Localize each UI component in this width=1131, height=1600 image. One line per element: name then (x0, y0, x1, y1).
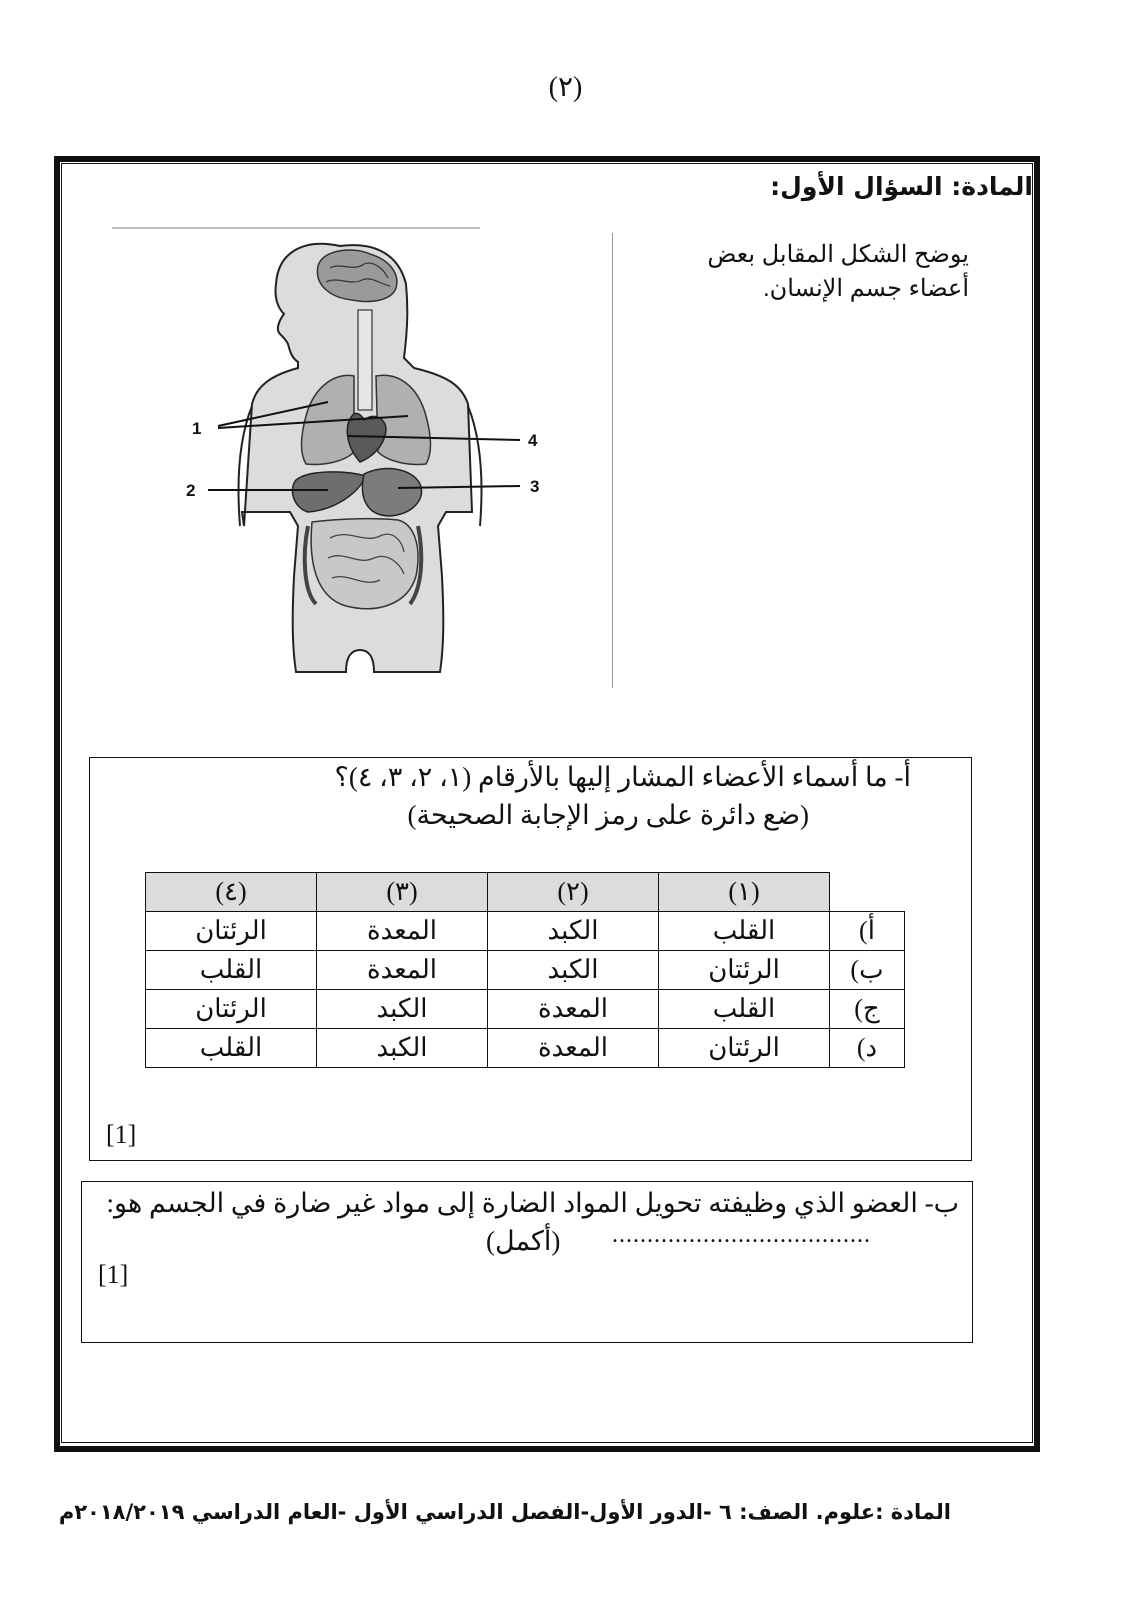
diagram-label-4: 4 (528, 431, 538, 450)
table-cell: القلب (146, 1029, 317, 1068)
option-letter[interactable]: د) (830, 1029, 905, 1068)
table-cell: القلب (659, 990, 830, 1029)
intro-line-2: أعضاء جسم الإنسان. (762, 275, 969, 302)
option-letter[interactable]: ج) (830, 990, 905, 1029)
option-letter[interactable]: أ) (830, 912, 905, 951)
human-organs-diagram (108, 226, 638, 696)
part-b-answer-blank[interactable]: ..................................... (612, 1222, 871, 1248)
table-cell: القلب (659, 912, 830, 951)
answer-option-row[interactable] (146, 951, 905, 990)
table-cell: القلب (146, 951, 317, 990)
page-number: (٢) (548, 72, 583, 103)
table-cell: الكبد (488, 951, 659, 990)
header-cell: (٣) (317, 873, 488, 912)
option-letter[interactable]: ب) (830, 951, 905, 990)
table-cell: الرئتان (659, 951, 830, 990)
answer-table-header (146, 873, 905, 912)
table-cell: الكبد (317, 990, 488, 1029)
answer-option-row[interactable] (146, 912, 905, 951)
question-title: المادة: السؤال الأول: (770, 172, 1033, 201)
stomach (362, 469, 421, 516)
answer-table (145, 872, 905, 1068)
table-cell: الرئتان (146, 990, 317, 1029)
diagram-label-2: 2 (186, 481, 196, 500)
page-footer: المادة :علوم. الصف: ٦ -الدور الأول-الفصل الدراسي الأول -العام الدراسي ٢٠١٨/٢٠١٩م (58, 1500, 951, 1524)
table-cell: الكبد (317, 1029, 488, 1068)
diagram-label-3: 3 (530, 477, 540, 496)
trachea (358, 310, 372, 410)
part-b-mark: [1] (98, 1260, 129, 1289)
header-cell: (١) (659, 873, 830, 912)
part-a-instruction: (ضع دائرة على رمز الإجابة الصحيحة) (407, 800, 809, 830)
header-cell: (٤) (146, 873, 317, 912)
answer-option-row[interactable] (146, 1029, 905, 1068)
part-b-hint: (أكمل) (486, 1226, 561, 1256)
part-a-mark: [1] (106, 1120, 137, 1149)
part-a-question: أ- ما أسماء الأعضاء المشار إليها بالأرقام (١، ٢، ٣، ٤)؟ (334, 762, 911, 792)
answer-option-row[interactable] (146, 990, 905, 1029)
table-cell: المعدة (317, 951, 488, 990)
intestines (311, 519, 418, 609)
intro-line-1: يوضح الشكل المقابل بعض (707, 241, 969, 268)
table-cell: الرئتان (146, 912, 317, 951)
table-cell: الكبد (488, 912, 659, 951)
table-cell: المعدة (488, 990, 659, 1029)
table-cell: المعدة (488, 1029, 659, 1068)
table-cell: المعدة (317, 912, 488, 951)
intro-text (649, 238, 969, 306)
diagram-label-1: 1 (192, 419, 202, 438)
part-b-question: ب- العضو الذي وظيفته تحويل المواد الضارة إلى مواد غير ضارة في الجسم هو: (106, 1188, 959, 1218)
header-cell: (٢) (488, 873, 659, 912)
table-cell: الرئتان (659, 1029, 830, 1068)
